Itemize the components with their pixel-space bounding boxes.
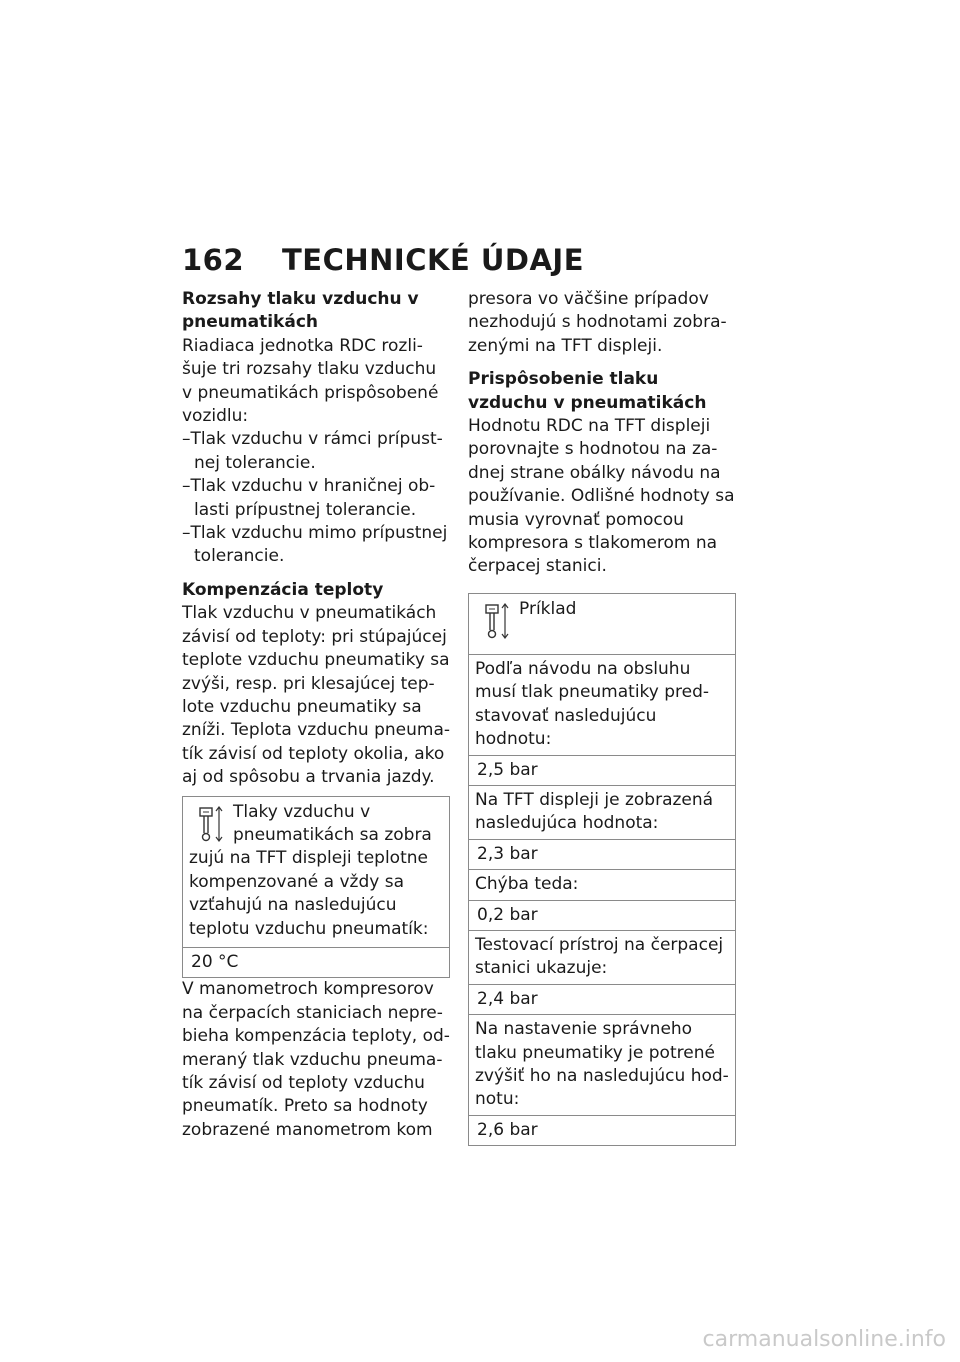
example-row-text: Podľa návodu na obsluhu musí tlak pneumatiky predstavovať nasledujúcu hodnotu: — [469, 654, 735, 755]
section-title: TECHNICKÉ ÚDAJE — [282, 243, 585, 277]
example-row-text: Na TFT displeji je zobrazená nasledujúca hodnota: — [469, 785, 735, 839]
list-item-text: Tlak vzduchu v hraničnej oblasti prípustnej tolerancie. — [190, 476, 436, 520]
example-row-text: Testovací prístroj na čerpacej stanici ukazuje: — [469, 930, 735, 984]
example-box — [468, 593, 736, 1146]
page-header — [182, 243, 584, 277]
page-number: 162 — [182, 243, 245, 277]
list-item-text: Tlak vzduchu v rámci prípustnej tolerancie. — [190, 429, 443, 473]
left-column — [182, 288, 450, 1142]
example-row-value: 2,3 bar — [469, 839, 735, 869]
example-row-value: 0,2 bar — [469, 900, 735, 930]
heading-pressure-ranges: Rozsahy tlaku vzduchu v pneumatikách — [182, 289, 419, 333]
example-row-text: Na nastavenie správneho tlaku pneumatiky je potrené zvýšiť ho na nasledujúcu hodnotu: — [469, 1014, 735, 1115]
note-box — [182, 796, 450, 979]
note-text-rest: zujú na TFT displeji teplotne kompenzované a vždy sa vzťahujú na nasledujúcu teplotu vzduchu pneumatík: — [189, 848, 429, 939]
temperature-compensation-body: Tlak vzduchu v pneumatikách závisí od teploty: pri stúpajúcej teplote vzduchu pneumatiky sa zvýši, resp. pri klesajúcej teplote vzduchu pneumatiky sa zníži. Teplota vzduchu pneumatík závisí od teploty okolia, ako aj od spôsobu a trvania jazdy. — [182, 603, 450, 788]
pressure-ranges-intro: Riadiaca jednotka RDC rozlišuje tri rozsahy tlaku vzduchu v pneumatikách prispôsobené vozidlu: — [182, 335, 439, 427]
tire-pressure-gauge-icon — [197, 805, 225, 843]
right-column — [468, 288, 736, 1146]
adjust-pressure-body: Hodnotu RDC na TFT displeji porovnajte s hodnotou na zadnej strane obálky návodu na používanie. Odlišné hodnoty sa musia vyrovnať pomocou kompresora s tlakomerom na čerpacej stanici. — [468, 416, 735, 577]
compressor-gauges-body: V manometroch kompresorov na čerpacích staniciach neprebieha kompenzácia teploty, odmeraný tlak vzduchu pneumatík závisí od teploty vzduchu pneumatík. Preto sa hodnoty zobrazené manometrom kom — [182, 979, 450, 1140]
heading-temperature-compensation: Kompenzácia teploty — [182, 579, 384, 600]
continuation-text: presora vo väčšine prípadov nezhodujú s hodnotami zobrazenými na TFT displeji. — [468, 289, 727, 356]
footer-watermark: carmanualsonline.info — [702, 1327, 946, 1352]
example-title: Príklad — [519, 598, 577, 619]
list-item: –Tlak vzduchu v rámci prípustnej tolerancie. — [182, 429, 443, 473]
example-row-text: Chýba teda: — [469, 869, 735, 899]
tire-pressure-gauge-icon — [483, 602, 511, 640]
list-item-text: Tlak vzduchu mimo prípustnej tolerancie. — [190, 523, 448, 567]
example-row-value: 2,4 bar — [469, 984, 735, 1014]
note-value: 20 °C — [183, 947, 449, 977]
list-item: –Tlak vzduchu mimo prípustnej tolerancie. — [182, 523, 448, 567]
note-text-first: Tlaky vzduchu v pneumatikách sa zobra — [233, 801, 432, 845]
list-item: –Tlak vzduchu v hraničnej oblasti prípustnej tolerancie. — [182, 476, 436, 520]
example-row-value: 2,5 bar — [469, 755, 735, 785]
example-row-value: 2,6 bar — [469, 1115, 735, 1145]
heading-adjust-pressure: Prispôsobenie tlaku vzduchu v pneumatikách — [468, 369, 707, 413]
